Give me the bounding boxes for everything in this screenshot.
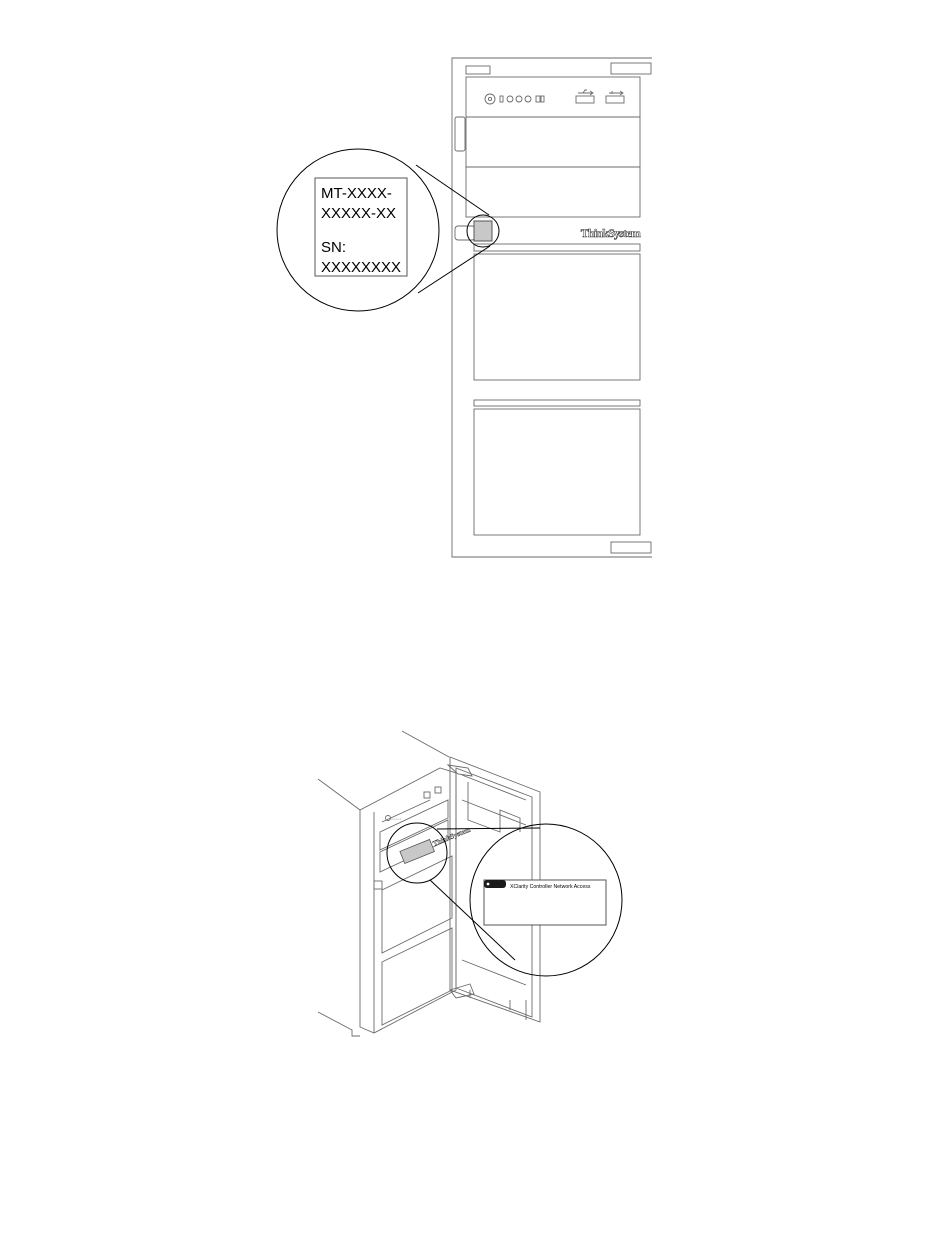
- door-hinge-top: [448, 765, 472, 776]
- iso-operator-strip: [382, 800, 430, 822]
- sn-line-2: XXXXXXXX: [321, 259, 402, 276]
- iso-brand-logo: ThinkSystem: [431, 825, 472, 848]
- tag-hole-icon: [487, 883, 490, 886]
- drive-bay-2: [466, 167, 640, 217]
- error-led-icon: [516, 96, 522, 102]
- power-led: [500, 96, 503, 102]
- bay-divider-2: [474, 400, 640, 406]
- power-button-icon: [485, 94, 495, 104]
- chassis-outline: [452, 58, 652, 557]
- chassis-top-edge: [402, 731, 449, 757]
- network-led-icon: [525, 96, 531, 102]
- usb2-icon: [578, 90, 593, 95]
- usb3-port: [606, 96, 624, 103]
- bay-4: [474, 409, 640, 535]
- brand-logo: ThinkSystem: [580, 226, 640, 240]
- usb2-port: [576, 96, 594, 103]
- sn-line-1: SN:: [321, 239, 347, 256]
- usb3-icon: [609, 91, 623, 95]
- label-tab-latch: [455, 226, 475, 240]
- pull-out-label: [474, 221, 492, 241]
- bay-3: [474, 254, 640, 380]
- side-latch: [455, 117, 465, 151]
- iso-usb-port-1: [424, 792, 430, 798]
- mt-line-2: XXXXX-XX: [321, 205, 397, 222]
- iso-led-row: ◦◦◦◦◦: [391, 817, 402, 823]
- status-led: [536, 96, 540, 102]
- iso-pull-tab: [400, 839, 435, 863]
- server-front-view: [452, 58, 652, 557]
- id-led-icon: [507, 96, 513, 102]
- drive-bay-1: [466, 117, 640, 167]
- top-left-handle: [466, 66, 490, 74]
- bay-divider-1: [474, 244, 640, 251]
- operator-panel: [466, 77, 640, 117]
- mt-line-1: MT-XXXX-: [321, 185, 392, 202]
- network-access-tag-text: XClarity Controller Network Access: [510, 884, 591, 890]
- top-right-handle: [611, 63, 651, 74]
- bottom-handle: [611, 542, 651, 553]
- iso-usb-port-2: [435, 787, 441, 793]
